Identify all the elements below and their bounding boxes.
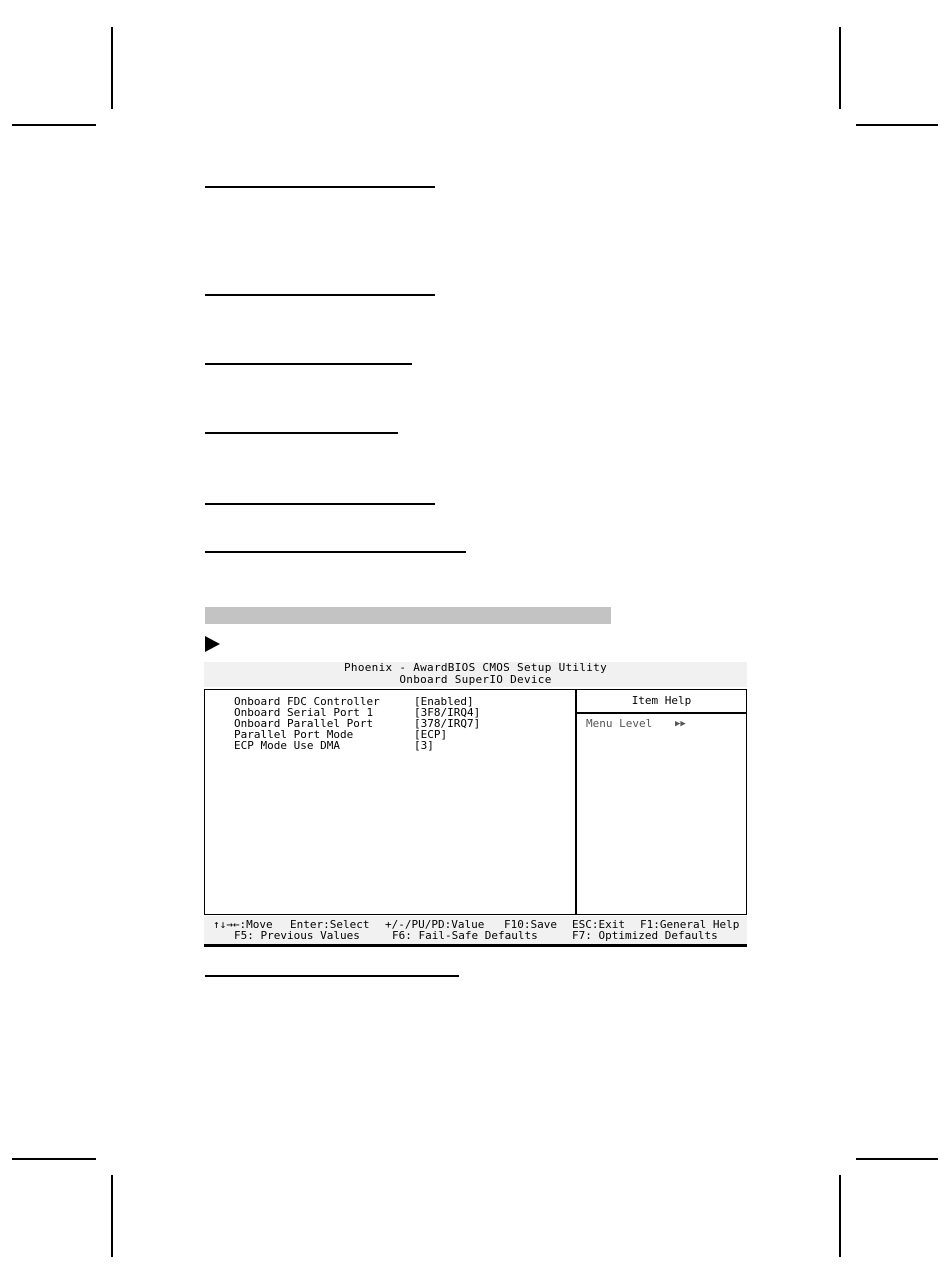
key-value: +/-/PU/PD:Value <box>385 918 485 931</box>
crop-mark-top-right-vertical <box>839 27 841 109</box>
section-rule-5 <box>205 503 435 505</box>
key-exit: ESC:Exit <box>572 918 625 931</box>
key-legend-row-2 <box>204 930 747 990</box>
crop-mark-bottom-left-horizontal <box>12 1158 96 1160</box>
setting-label: Parallel Port Mode <box>234 728 354 741</box>
crop-mark-top-left-vertical <box>111 27 113 109</box>
settings-panel <box>205 690 577 914</box>
crop-mark-bottom-right-horizontal <box>856 1158 938 1160</box>
triangle-bullet-icon <box>205 636 220 652</box>
bios-subtitle: Onboard SuperIO Device <box>399 673 552 686</box>
bios-screen <box>204 662 747 948</box>
setting-row-ecp-dma[interactable] <box>234 739 434 752</box>
bios-header <box>204 662 747 687</box>
setting-label: ECP Mode Use DMA <box>234 739 340 752</box>
bios-title: Phoenix - AwardBIOS CMOS Setup Utility <box>343 661 608 674</box>
bios-main-panel <box>204 689 747 915</box>
bios-key-legend <box>204 916 747 947</box>
section-rule-1 <box>205 186 435 188</box>
section-rule-6 <box>205 551 466 553</box>
section-rule-4 <box>205 432 398 434</box>
setting-value[interactable]: [ECP] <box>414 728 448 741</box>
item-help-panel <box>577 690 746 914</box>
setting-label: Onboard FDC Controller <box>234 695 380 708</box>
menu-level-label: Menu Level <box>586 717 653 730</box>
section-rule-2 <box>205 294 435 296</box>
item-help-title: Item Help <box>577 690 746 714</box>
key-save: F10:Save <box>504 918 557 931</box>
key-move: ↑↓→←:Move <box>213 918 273 931</box>
setting-label: Onboard Parallel Port <box>234 717 374 730</box>
crop-mark-top-left-horizontal <box>12 124 96 126</box>
setting-value[interactable]: [Enabled] <box>414 695 474 708</box>
setting-label: Onboard Serial Port 1 <box>234 706 374 719</box>
setting-value[interactable]: [378/IRQ7] <box>414 717 481 730</box>
section-rule-3 <box>205 363 412 365</box>
section-heading-band <box>205 607 611 624</box>
crop-mark-bottom-left-vertical <box>111 1175 113 1257</box>
key-fail-safe-defaults: F6: Fail-Safe Defaults <box>392 929 538 942</box>
crop-mark-bottom-right-vertical <box>839 1175 841 1257</box>
key-select: Enter:Select <box>290 918 370 931</box>
key-previous-values: F5: Previous Values <box>234 929 360 942</box>
key-general-help: F1:General Help <box>640 918 740 931</box>
menu-level-arrows-icon: ▶▶ <box>675 719 686 729</box>
crop-mark-top-right-horizontal <box>856 124 938 126</box>
key-optimized-defaults: F7: Optimized Defaults <box>572 929 718 942</box>
setting-value[interactable]: [3] <box>414 739 434 752</box>
setting-value[interactable]: [3F8/IRQ4] <box>414 706 481 719</box>
